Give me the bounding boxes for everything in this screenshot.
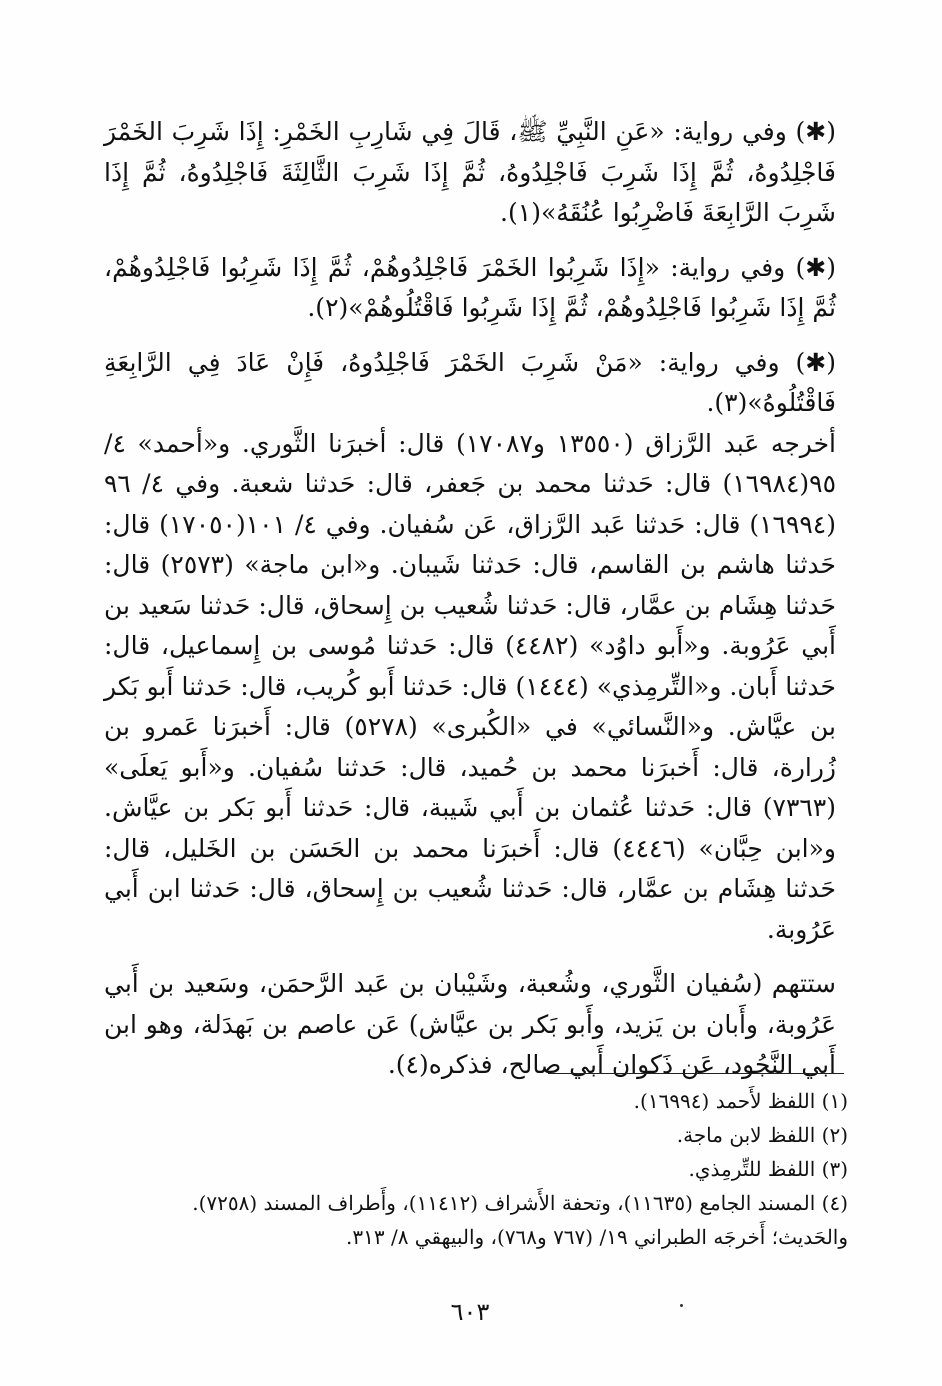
footnote-1: (١) اللفظ لأَحمد (١٦٩٩٤). <box>633 1089 848 1113</box>
page-mark-dot <box>680 1304 683 1307</box>
footnote-4-continuation: والحَديث؛ أَخرجَه الطبراني ١٩/ (٧٦٧ و٧٦٨)، والبيهقي ٨/ ٣١٣. <box>346 1225 848 1249</box>
summary-paragraph: ستتهم (سُفيان الثَّوري، وشُعبة، وشَيْبان بن عَبد الرَّحمَن، وسَعيد بن أَبي عَرُوبة، وأَبان بن يَزيد، وأَبو بَكر بن عيَّاش) عَن عاصم بن بَهدَلة، وهو ابن أَبي النَّجُود، عَن ذَكوان أَبي صالح، فذكره(٤). <box>104 969 836 1079</box>
footnotes <box>104 1084 848 1254</box>
page-number: ٦٠٣ <box>450 1298 490 1326</box>
narration-paragraph-3: (✱) وفي رواية: «مَنْ شَرِبَ الخَمْرَ فَاجْلِدُوهُ، فَإِنْ عَادَ فِي الرَّابِعَةِ فَاقْتُلُوهُ»(٣). <box>104 347 836 417</box>
footnote-3: (٣) اللفظ للتِّرمِذي. <box>688 1157 848 1181</box>
takhrij-paragraph: أخرجه عَبد الرَّزاق (١٣٥٥٠ و١٧٠٨٧) قال: أخبرَنا الثَّوري. و«أحمد» ٤/ ٩٥(١٦٩٨٤) قال: حَدثنا محمد بن جَعفر، قال: حَدثنا شعبة. وفي ٤/ ٩٦ (١٦٩٩٤) قال: حَدثنا عَبد الرَّزاق، عَن سُفيان. وفي ٤/ ١٠١(١٧٠٥٠) قال: حَدثنا هاشم بن القاسم، قال: حَدثنا شَيبان. و«ابن ماجة» (٢٥٧٣) قال: حَدثنا هِشَام بن عمَّار، قال: حَدثنا شُعيب بن إِسحاق، قال: حَدثنا سَعيد بن أَبي عَرُوبة. و«أَبو داوُد» (٤٤٨٢) قال: حَدثنا مُوسى بن إِسماعيل، قال: حَدثنا أَبان. و«التِّرمِذي» (١٤٤٤) قال: حَدثنا أَبو كُريب، قال: حَدثنا أَبو بَكر بن عيَّاش. و«النَّسائي» في «الكُبرى» (٥٢٧٨) قال: أَخبرَنا عَمرو بن زُرارة، قال: أَخبرَنا محمد بن حُميد، قال: حَدثنا سُفيان. و«أَبو يَعلَى» (٧٣٦٣) قال: حَدثنا عُثمان بن أَبي شَيبة، قال: حَدثنا أَبو بَكر بن عيَّاش. و«ابن حِبَّان» (٤٤٤٦) قال: أَخبرَنا محمد بن الحَسَن بن الخَليل، قال: حَدثنا هِشَام بن عمَّار، قال: حَدثنا شُعيب بن إِسحاق، قال: حَدثنا ابن أَبي عَرُوبة. <box>104 428 836 944</box>
narration-paragraph-1: (✱) وفي رواية: «عَنِ النَّبِيِّ ﷺ، قَالَ فِي شَارِبِ الخَمْرِ: إِذَا شَرِبَ الخَمْرَ فَاجْلِدُوهُ، ثُمَّ إِذَا شَرِبَ فَاجْلِدُوهُ، ثُمَّ إِذَا شَرِبَ الثَّالِثَةَ فَاجْلِدُوهُ، ثُمَّ إِذَا شَرِبَ الرَّابِعَةَ فَاضْرِبُوا عُنُقَهُ»(١). <box>104 117 836 227</box>
footnote-divider <box>548 1073 844 1074</box>
main-text <box>104 112 836 1086</box>
footnote-2: (٢) اللفظ لابن ماجة. <box>676 1123 848 1147</box>
narration-paragraph-2: (✱) وفي رواية: «إِذَا شَرِبُوا الخَمْرَ فَاجْلِدُوهُمْ، ثُمَّ إِذَا شَرِبُوا فَاجْلِدُوهُمْ، ثُمَّ إِذَا شَرِبُوا فَاجْلِدُوهُمْ، ثُمَّ إِذَا شَرِبُوا فَاقْتُلُوهُمْ»(٢). <box>104 252 836 322</box>
footnote-4: (٤) المسند الجامع (١١٦٣٥)، وتحفة الأَشراف (١١٤١٢)، وأَطراف المسند (٧٢٥٨). <box>192 1191 848 1215</box>
